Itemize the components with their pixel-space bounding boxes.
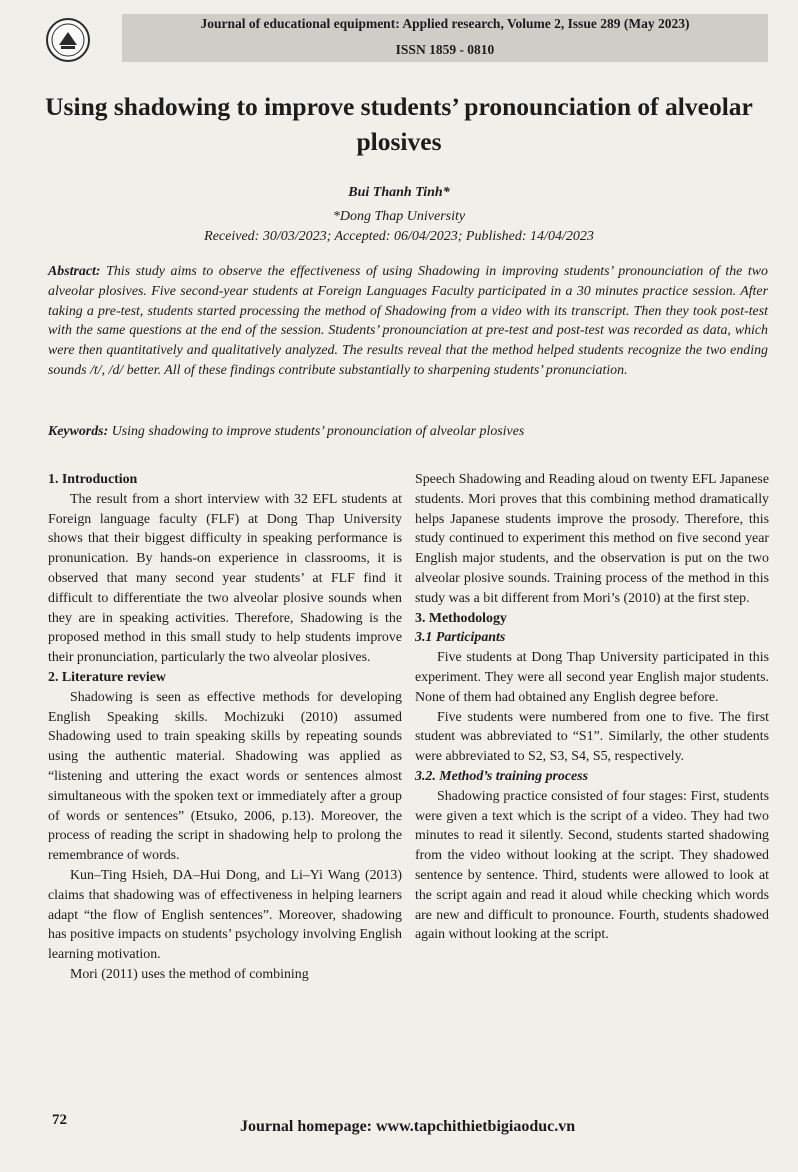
issn: ISSN 1859 - 0810: [395, 42, 495, 57]
affiliation: *Dong Thap University: [332, 209, 466, 224]
methodology-heading: 3. Methodology: [415, 610, 507, 626]
training-paragraph: Shadowing practice consisted of four stages: First, students were given a text which is the script of a video. They had two minutes to read it silently. Second, students started shadowing from the video without looking at the script. They shadowed sentence by sentence. Third, students were allowed to look at the script again and read it aloud while checking which words are new and difficult to pronounce. Fourth, students shadowed again without looking at the script.: [415, 788, 769, 943]
journal-header: Journal of educational equipment: Applied research, Volume 2, Issue 289 (May 2023): [200, 16, 690, 31]
literature-review-heading: 2. Literature review: [48, 669, 166, 685]
left-column: [48, 470, 402, 985]
abstract: [48, 262, 768, 381]
article-title: Using shadowing to improve students’ pronounciation of alveolar plosives: [45, 92, 753, 156]
continued-paragraph: Speech Shadowing and Reading aloud on twenty EFL Japanese students. Mori proves that this combining method dramatically helps Japanese students improve the prosody. Therefore, this study continued to experiment this method on five second year English major students, and the observation is put on the two alveolar plosive sounds. Training process of the method in this study was a bit different from Mori’s (2010) at the first step.: [415, 472, 769, 606]
abstract-text: This study aims to observe the effectiveness of using Shadowing in improving students’ pronounciation of the two alveolar plosives. Five second-year students at Foreign Languages Faculty participated in a 30 minutes practice session. After taking a pre-test, students started processing the method of Shadowing from a video with its transcript. Then they took post-test with the same questions at the end of the session. Students’ pronounciation at pre-test and post-test was recorded as data, which were then quantitatively and qualitatively analyzed. The results reveal that the method helped students recognize the two ending sounds /t/, /d/ better. All of these findings contribute substantially to sharpening students’ pronunciation.: [48, 264, 768, 378]
journal-logo-icon: [46, 18, 90, 62]
introduction-heading: 1. Introduction: [48, 472, 138, 487]
publication-dates: Received: 30/03/2023; Accepted: 06/04/2023; Published: 14/04/2023: [204, 229, 594, 244]
participants-heading: 3.1 Participants: [415, 630, 506, 646]
page-number: 72: [52, 1112, 67, 1128]
literature-paragraph-1: Shadowing is seen as effective methods for developing English Speaking skills. Mochizuki (2010) assumed Shadowing used to train speaking skills by repeating sounds using the authentic material. Shadowing was applied as “listening and uttering the exact words or sentences almost simultaneous with the spoken text or immediately after a group of words or sentences” (Etsuko, 2006, p.13). Moreover, the process of reading the script in shadowing help to prolong the remembrance of words.: [48, 689, 402, 864]
literature-paragraph-2: Kun–Ting Hsieh, DA–Hui Dong, and Li–Yi Wang (2013) claims that shadowing was of effectiveness in helping learners adapt “the flow of English sentences”. Moreover, shadowing has positive impacts on students’ psychology involving English learning motivation.: [48, 867, 402, 963]
keywords-label: Keywords:: [48, 424, 109, 439]
right-column: [415, 470, 769, 945]
journal-homepage: Journal homepage: www.tapchithietbigiaoduc.vn: [240, 1118, 576, 1135]
keywords-text: Using shadowing to improve students’ pronounciation of alveolar plosives: [111, 424, 525, 439]
author: Bui Thanh Tinh*: [348, 185, 450, 200]
literature-paragraph-3: Mori (2011) uses the method of combining: [70, 966, 309, 982]
introduction-paragraph: The result from a short interview with 32 EFL students at Foreign language faculty (FLF) at Dong Thap University shows that their biggest difficulty in speaking performance is pronunication. By hands-on experience in classrooms, it is observed that many second year students’ at FLF find it difficult to differentiate the two alveolar plosive sounds when they are in speaking activities. Therefore, Shadowing is the proposed method in this small study to help students improve their pronunciation, particularly the two alveolar plosives.: [48, 491, 402, 666]
abstract-label: Abstract:: [48, 264, 101, 279]
participants-paragraph-2: Five students were numbered from one to five. The first student was abbreviated to “S1”. Similarly, the other students were abbreviated to S2, S3, S4, S5, respectively.: [415, 709, 769, 765]
keywords: [48, 424, 768, 440]
training-process-heading: 3.2. Method’s training process: [415, 768, 589, 784]
participants-paragraph-1: Five students at Dong Thap University participated in this experiment. They were all second year English major students. None of them had obtained any English degree before.: [415, 650, 769, 705]
